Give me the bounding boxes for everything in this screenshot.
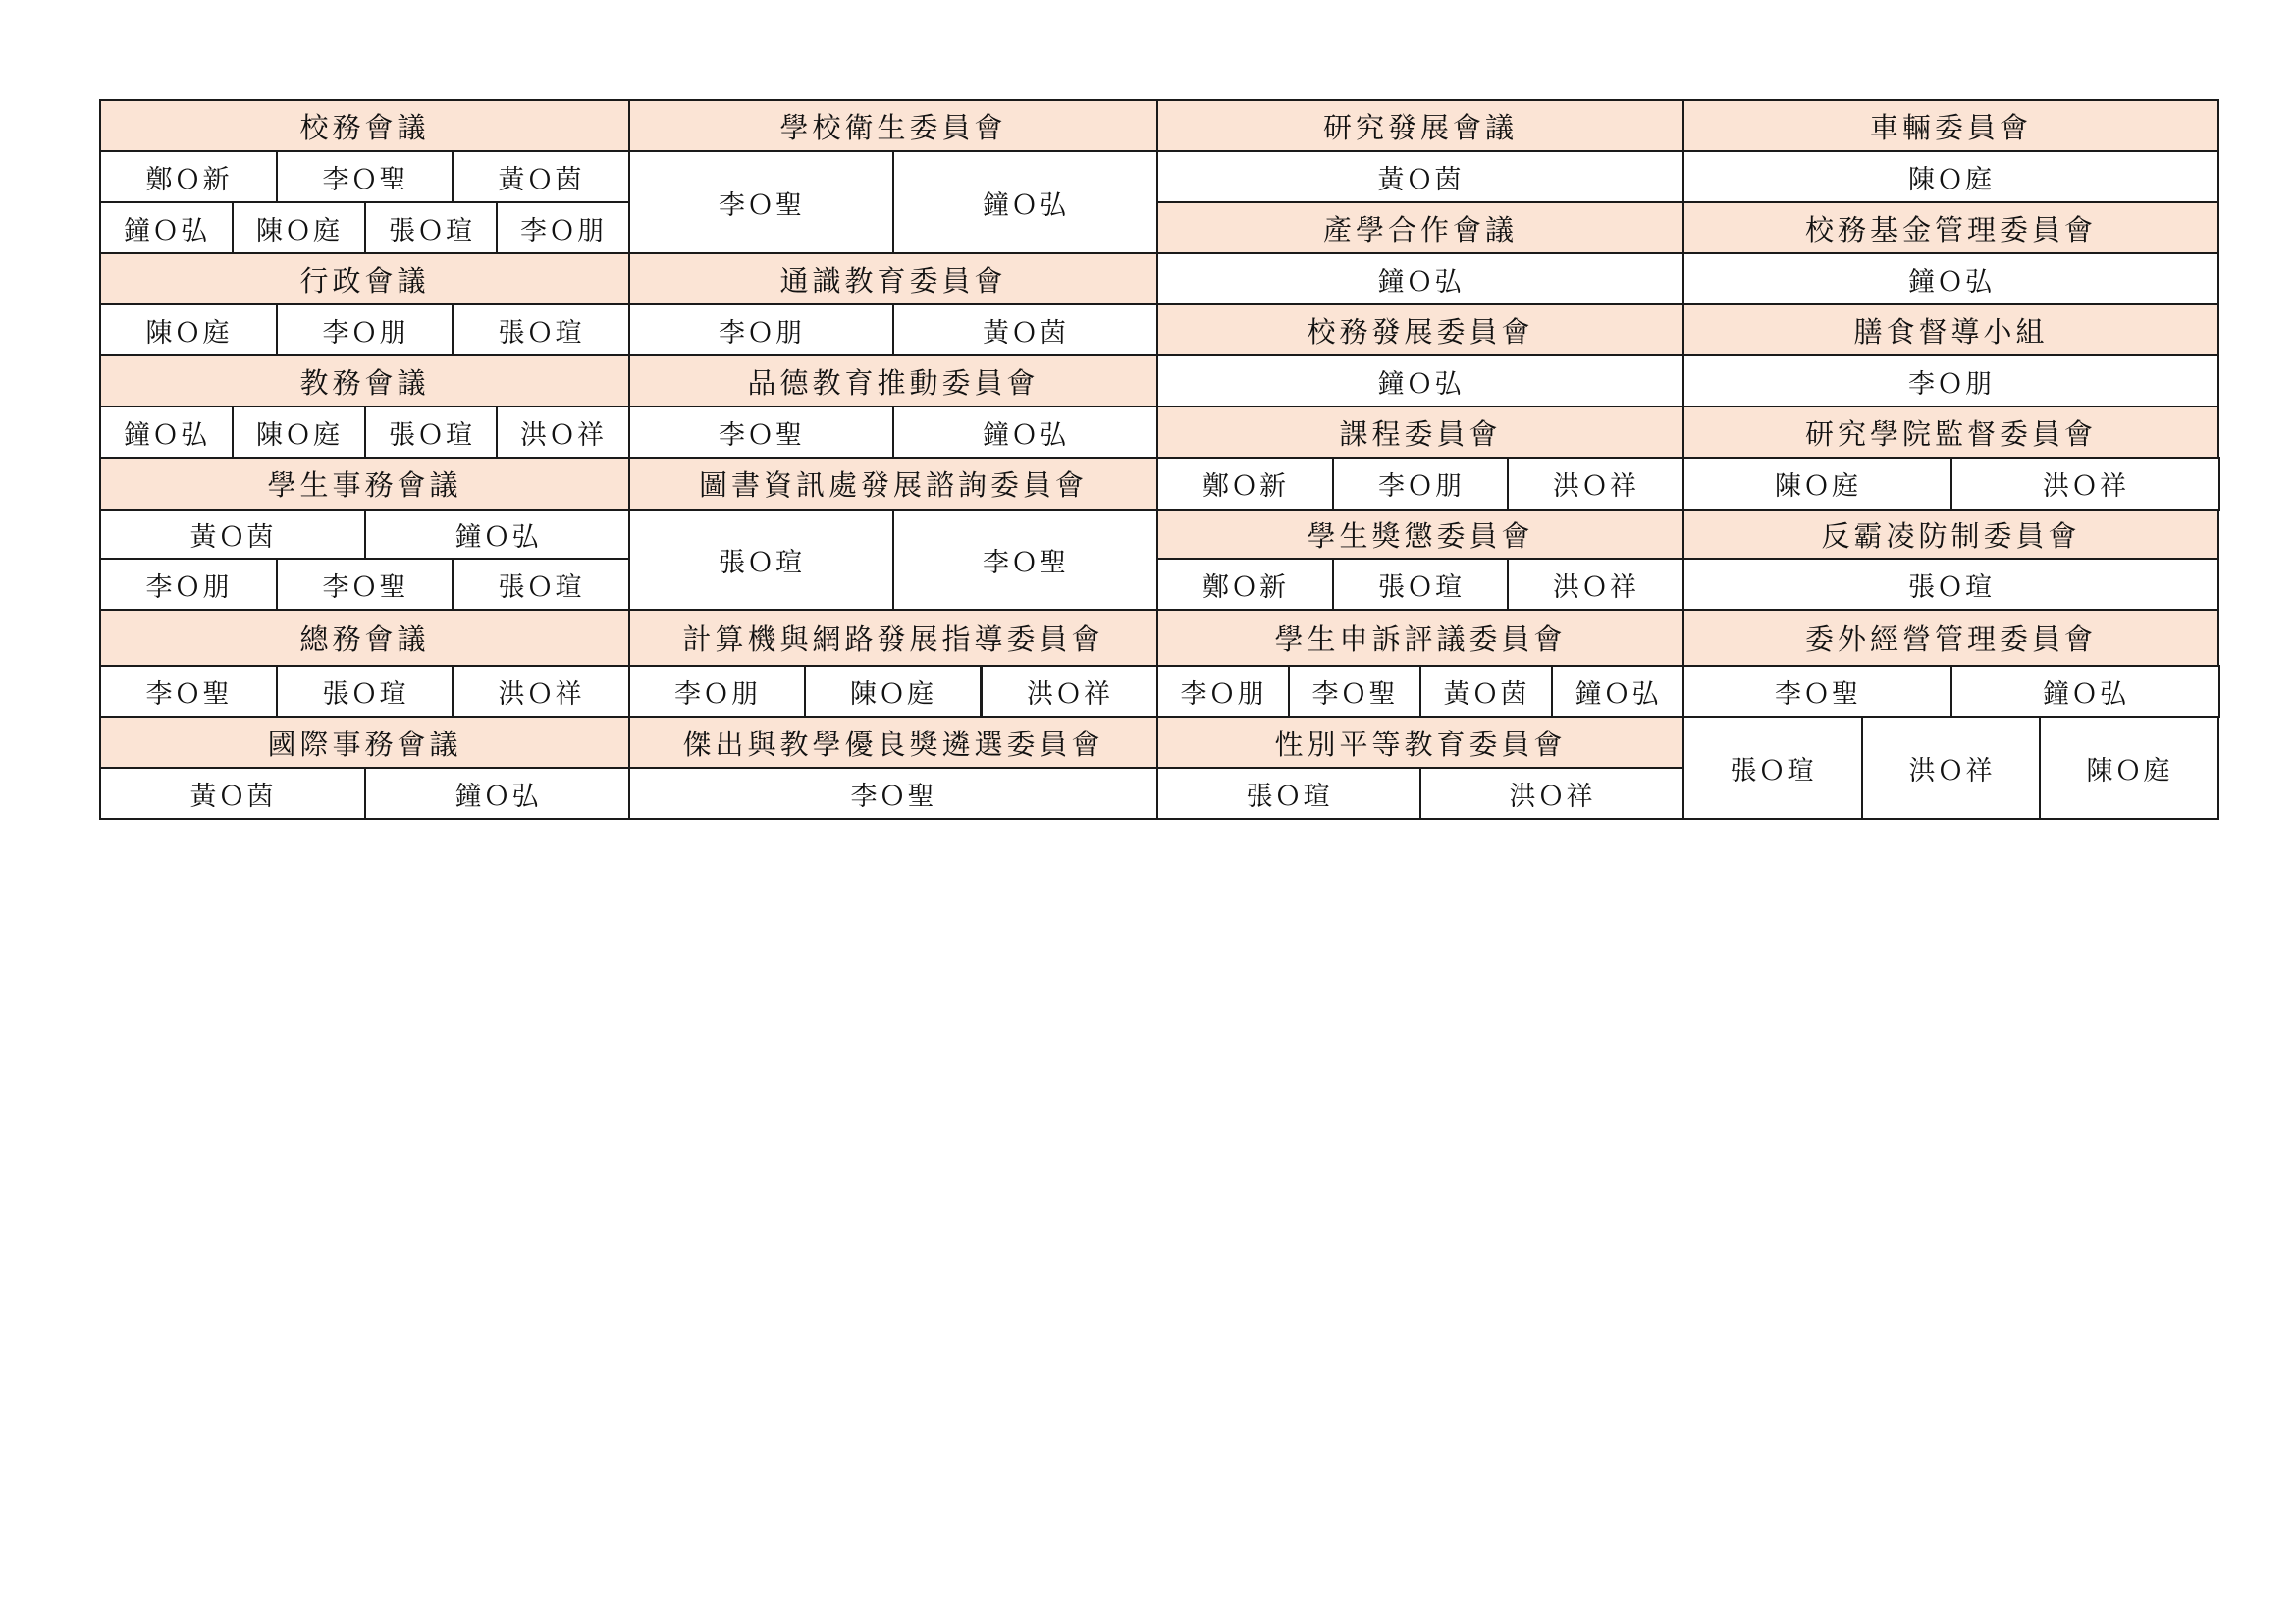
member-name: 鐘Ｏ弘 (1156, 252, 1684, 305)
member-name: 陳Ｏ庭 (232, 406, 366, 459)
committee-title: 校務會議 (99, 99, 630, 152)
member-name: 黃Ｏ茵 (99, 509, 366, 560)
member-name: 李Ｏ聖 (1682, 665, 1952, 718)
committee-title: 研究學院監督委員會 (1682, 406, 2219, 459)
committee-title: 國際事務會議 (99, 716, 630, 769)
committee-title: 品德教育推動委員會 (628, 354, 1158, 407)
member-name: 鐘Ｏ弘 (892, 150, 1158, 254)
committee-title: 計算機與網路發展指導委員會 (628, 609, 1158, 667)
member-name: 鐘Ｏ弘 (1682, 252, 2219, 305)
member-name: 李Ｏ朋 (628, 665, 806, 718)
member-name: 張Ｏ瑄 (1682, 558, 2219, 611)
member-name: 張Ｏ瑄 (452, 558, 630, 611)
committee-title: 學校衛生委員會 (628, 99, 1158, 152)
committee-title: 總務會議 (99, 609, 630, 667)
member-name: 張Ｏ瑄 (1682, 716, 1863, 820)
committee-title: 圖書資訊處發展諮詢委員會 (628, 457, 1158, 511)
member-name: 黃Ｏ茵 (1419, 665, 1553, 718)
committee-title: 課程委員會 (1156, 406, 1684, 459)
member-name: 李Ｏ朋 (1332, 457, 1510, 511)
committee-title: 校務發展委員會 (1156, 303, 1684, 356)
member-name: 鐘Ｏ弘 (99, 201, 234, 254)
committee-title: 產學合作會議 (1156, 201, 1684, 254)
member-name: 黃Ｏ茵 (452, 150, 630, 203)
member-name: 陳Ｏ庭 (804, 665, 982, 718)
committee-title: 反霸凌防制委員會 (1682, 509, 2219, 560)
member-name: 李Ｏ朋 (496, 201, 630, 254)
committee-title: 通識教育委員會 (628, 252, 1158, 305)
member-name: 張Ｏ瑄 (364, 201, 499, 254)
member-name: 洪Ｏ祥 (1861, 716, 2042, 820)
member-name: 鐘Ｏ弘 (364, 509, 631, 560)
member-name: 陳Ｏ庭 (2039, 716, 2219, 820)
member-name: 鐘Ｏ弘 (99, 406, 234, 459)
member-name: 李Ｏ朋 (1682, 354, 2219, 407)
member-name: 洪Ｏ祥 (1419, 767, 1684, 820)
committee-title: 委外經營管理委員會 (1682, 609, 2219, 667)
member-name: 張Ｏ瑄 (1332, 558, 1510, 611)
member-name: 李Ｏ朋 (1156, 665, 1290, 718)
member-name: 鐘Ｏ弘 (1950, 665, 2220, 718)
committee-title: 教務會議 (99, 354, 630, 407)
member-name: 黃Ｏ茵 (99, 767, 366, 820)
member-name: 鐘Ｏ弘 (1156, 354, 1684, 407)
committee-title: 行政會議 (99, 252, 630, 305)
committee-title: 學生申訴評議委員會 (1156, 609, 1684, 667)
member-name: 張Ｏ瑄 (452, 303, 630, 356)
member-name: 洪Ｏ祥 (1507, 558, 1684, 611)
member-name: 陳Ｏ庭 (1682, 457, 1952, 511)
member-name: 鐘Ｏ弘 (1551, 665, 1684, 718)
member-name: 張Ｏ瑄 (276, 665, 454, 718)
committee-title: 校務基金管理委員會 (1682, 201, 2219, 254)
member-name: 鄭Ｏ新 (99, 150, 278, 203)
member-name: 李Ｏ朋 (628, 303, 894, 356)
member-name: 陳Ｏ庭 (1682, 150, 2219, 203)
member-name: 張Ｏ瑄 (1156, 767, 1421, 820)
member-name: 洪Ｏ祥 (496, 406, 630, 459)
committee-title: 膳食督導小組 (1682, 303, 2219, 356)
member-name: 李Ｏ聖 (99, 665, 278, 718)
committee-title: 學生獎懲委員會 (1156, 509, 1684, 560)
member-name: 陳Ｏ庭 (99, 303, 278, 356)
member-name: 李Ｏ聖 (276, 558, 454, 611)
member-name: 黃Ｏ茵 (1156, 150, 1684, 203)
member-name: 黃Ｏ茵 (892, 303, 1158, 356)
committee-title: 研究發展會議 (1156, 99, 1684, 152)
member-name: 李Ｏ朋 (276, 303, 454, 356)
member-name: 洪Ｏ祥 (1507, 457, 1684, 511)
member-name: 李Ｏ聖 (628, 767, 1158, 820)
member-name: 李Ｏ朋 (99, 558, 278, 611)
member-name: 李Ｏ聖 (628, 406, 894, 459)
member-name: 李Ｏ聖 (276, 150, 454, 203)
member-name: 洪Ｏ祥 (1950, 457, 2220, 511)
member-name: 李Ｏ聖 (892, 509, 1158, 611)
member-name: 鐘Ｏ弘 (892, 406, 1158, 459)
committee-title: 性別平等教育委員會 (1156, 716, 1684, 769)
committee-title: 傑出與教學優良獎遴選委員會 (628, 716, 1158, 769)
member-name: 鄭Ｏ新 (1156, 558, 1334, 611)
member-name: 洪Ｏ祥 (452, 665, 630, 718)
member-name: 鄭Ｏ新 (1156, 457, 1334, 511)
member-name: 鐘Ｏ弘 (364, 767, 631, 820)
member-name: 李Ｏ聖 (628, 150, 894, 254)
member-name: 李Ｏ聖 (1288, 665, 1421, 718)
member-name: 陳Ｏ庭 (232, 201, 366, 254)
member-name: 張Ｏ瑄 (364, 406, 499, 459)
member-name: 洪Ｏ祥 (981, 665, 1158, 718)
committee-title: 學生事務會議 (99, 457, 630, 511)
member-name: 張Ｏ瑄 (628, 509, 894, 611)
committee-title: 車輛委員會 (1682, 99, 2219, 152)
